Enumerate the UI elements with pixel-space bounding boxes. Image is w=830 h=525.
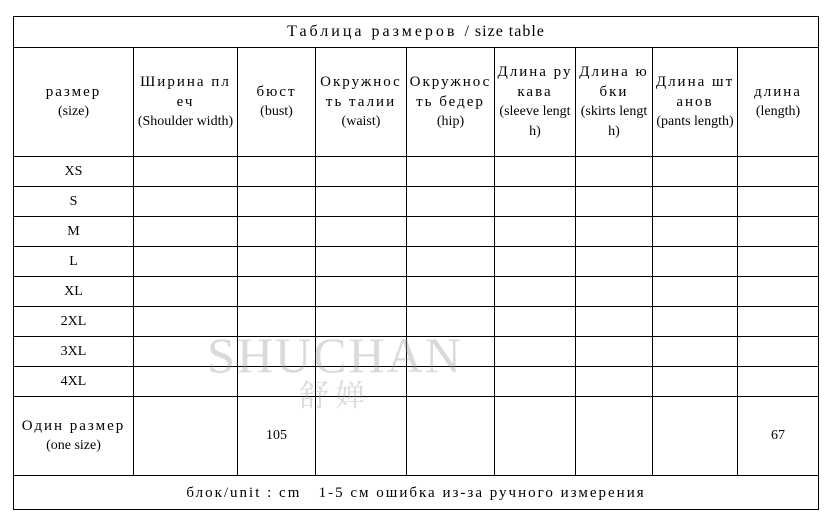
header-bust: бюст (bust) bbox=[238, 48, 316, 157]
header-row bbox=[14, 48, 819, 157]
unit-label: блок/unit : cm bbox=[186, 484, 302, 501]
header-pants: Длина штанов (pants length) bbox=[653, 48, 738, 157]
table-footer bbox=[14, 476, 819, 510]
header-length: длина (length) bbox=[738, 48, 819, 157]
size-label: L bbox=[14, 247, 134, 277]
table-row bbox=[14, 247, 819, 277]
table-row bbox=[14, 337, 819, 367]
size-table bbox=[13, 16, 819, 510]
title-en: / size table bbox=[464, 23, 545, 40]
table-row bbox=[14, 217, 819, 247]
header-sleeve: Длина рукава (sleeve length) bbox=[495, 48, 576, 157]
table-row bbox=[14, 367, 819, 397]
size-label: 3XL bbox=[14, 337, 134, 367]
table-title bbox=[14, 17, 819, 48]
table-row bbox=[14, 277, 819, 307]
table-row bbox=[14, 187, 819, 217]
table-row bbox=[14, 157, 819, 187]
title-ru: Таблица размеров bbox=[287, 23, 458, 40]
watermark-cjk: 舒婵 bbox=[299, 379, 371, 414]
header-waist: Окружность талии (waist) bbox=[316, 48, 407, 157]
one-size-label: Один размер (one size) bbox=[14, 397, 134, 476]
header-size: размер (size) bbox=[14, 48, 134, 157]
measurement-note: 1-5 см ошибка из-за ручного измерения bbox=[318, 484, 646, 501]
size-label: M bbox=[14, 217, 134, 247]
one-size-bust-value: 105 bbox=[238, 397, 316, 476]
header-hip: Окружность бедер (hip) bbox=[407, 48, 495, 157]
size-label: 2XL bbox=[14, 307, 134, 337]
table-row bbox=[14, 307, 819, 337]
one-size-length-value: 67 bbox=[738, 397, 819, 476]
size-label: S bbox=[14, 187, 134, 217]
size-label: XS bbox=[14, 157, 134, 187]
size-label: 4XL bbox=[14, 367, 134, 397]
one-size-row bbox=[14, 397, 819, 476]
size-chart bbox=[13, 16, 818, 509]
size-label: XL bbox=[14, 277, 134, 307]
header-shoulder: Ширина плеч (Shoulder width) bbox=[134, 48, 238, 157]
header-skirt: Длина юбки (skirts length) bbox=[576, 48, 653, 157]
watermark-latin: SHUCHAN bbox=[207, 327, 463, 383]
